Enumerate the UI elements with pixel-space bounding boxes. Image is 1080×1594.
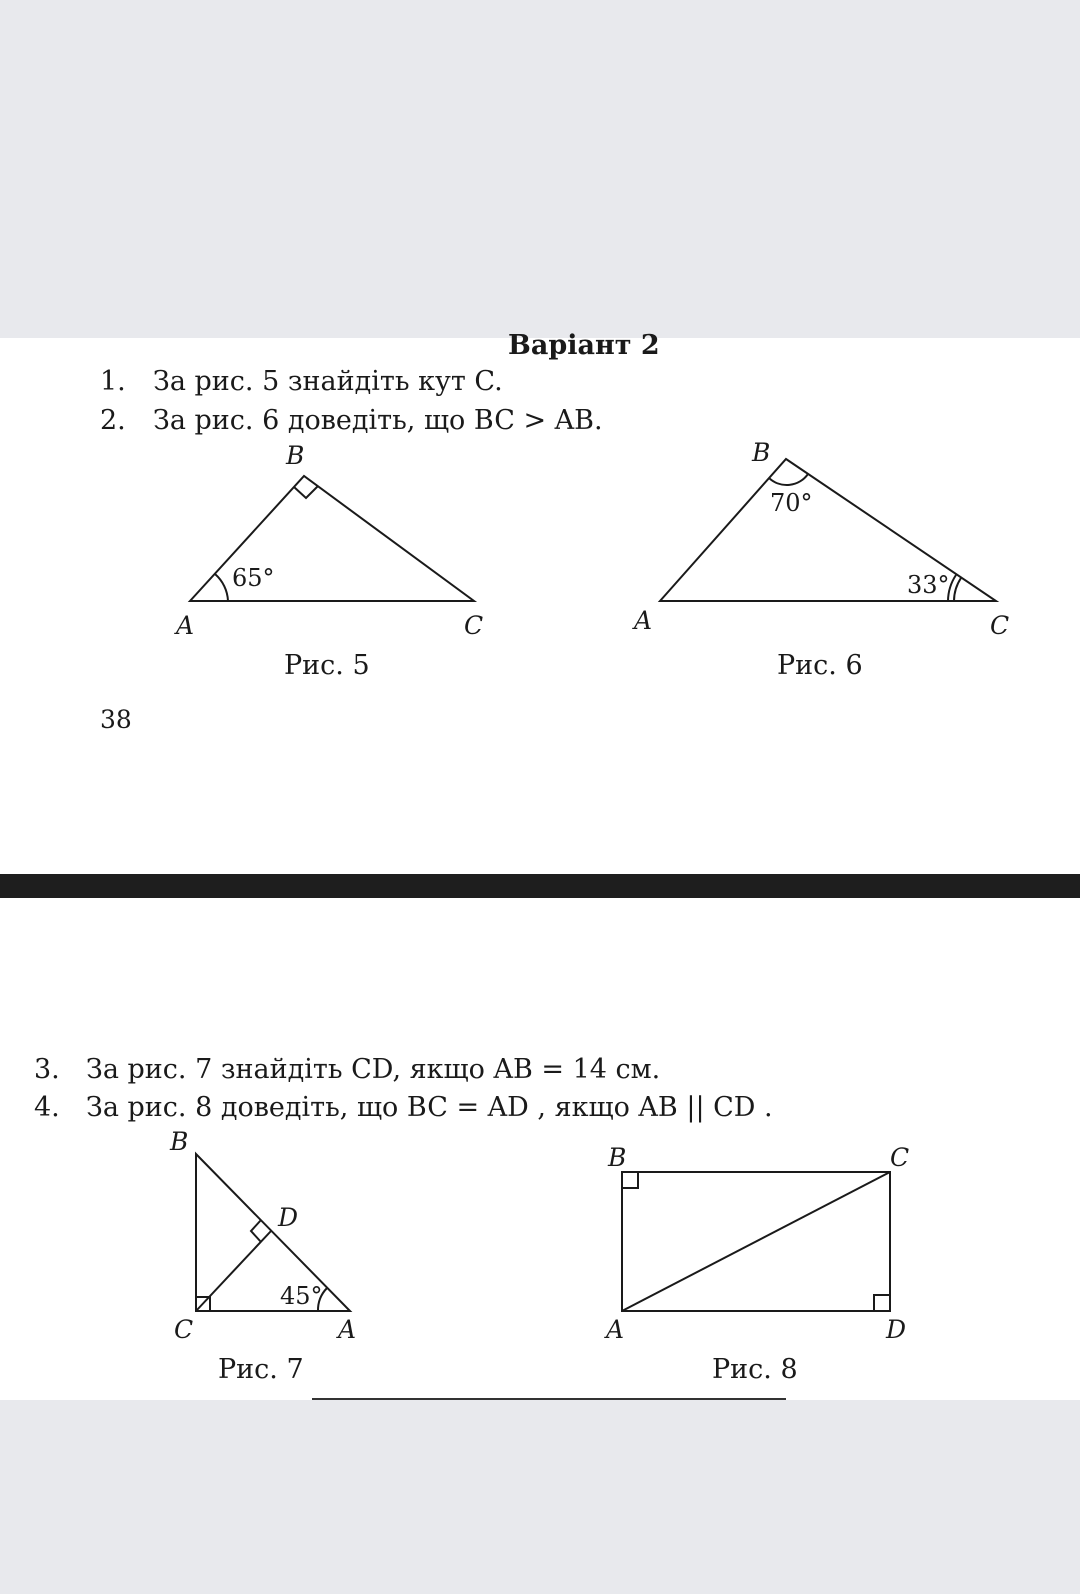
fig6-label-c: C: [990, 611, 1010, 640]
page-number: 38: [100, 705, 132, 734]
fig7-label-c: C: [174, 1315, 194, 1344]
task-2-text: За рис. 6 доведіть, що BC > AB.: [153, 405, 603, 436]
fig6-angle-b-label: 70°: [770, 489, 813, 517]
task-2-number: 2.: [100, 405, 126, 436]
fig8-right-angle-mark-d: [874, 1295, 890, 1311]
fig6-label-a: A: [634, 606, 653, 635]
fig6-label-b: B: [752, 438, 771, 467]
fig8-label-d: D: [886, 1315, 907, 1344]
fig8-caption: Рис. 8: [712, 1354, 798, 1385]
task-4-number: 4.: [34, 1092, 60, 1123]
fig5-angle-label: 65°: [232, 564, 275, 592]
fig8-diagonal-ac: [622, 1172, 890, 1311]
fig8-label-b: B: [608, 1143, 627, 1172]
fig6-caption: Рис. 6: [777, 650, 863, 681]
fig5-caption: Рис. 5: [284, 650, 370, 681]
task-3-number: 3.: [34, 1054, 60, 1085]
variant-title: Варіант 2: [508, 330, 660, 361]
fig8-right-angle-mark-b: [622, 1172, 638, 1188]
fig7-label-a: A: [338, 1315, 357, 1344]
task-1-text: За рис. 5 знайдіть кут C.: [153, 366, 503, 397]
fig8-label-c: C: [890, 1143, 910, 1172]
fig7-label-d: D: [278, 1203, 299, 1232]
fig7-angle-label: 45°: [280, 1282, 323, 1310]
fig5-label-b: B: [286, 441, 305, 470]
fig5-label-a: A: [176, 611, 195, 640]
task-1-number: 1.: [100, 366, 126, 397]
fig8-label-a: A: [606, 1315, 625, 1344]
fig7-caption: Рис. 7: [218, 1354, 304, 1385]
fig5-label-c: C: [464, 611, 484, 640]
next-section-rule: [312, 1398, 786, 1400]
task-3-text: За рис. 7 знайдіть CD, якщо AB = 14 см.: [86, 1054, 661, 1085]
fig6-angle-c-label: 33°: [907, 571, 950, 599]
fig7-label-b: B: [170, 1127, 189, 1156]
task-4-text: За рис. 8 доведіть, що BC = AD , якщо AB || CD .: [86, 1092, 773, 1123]
